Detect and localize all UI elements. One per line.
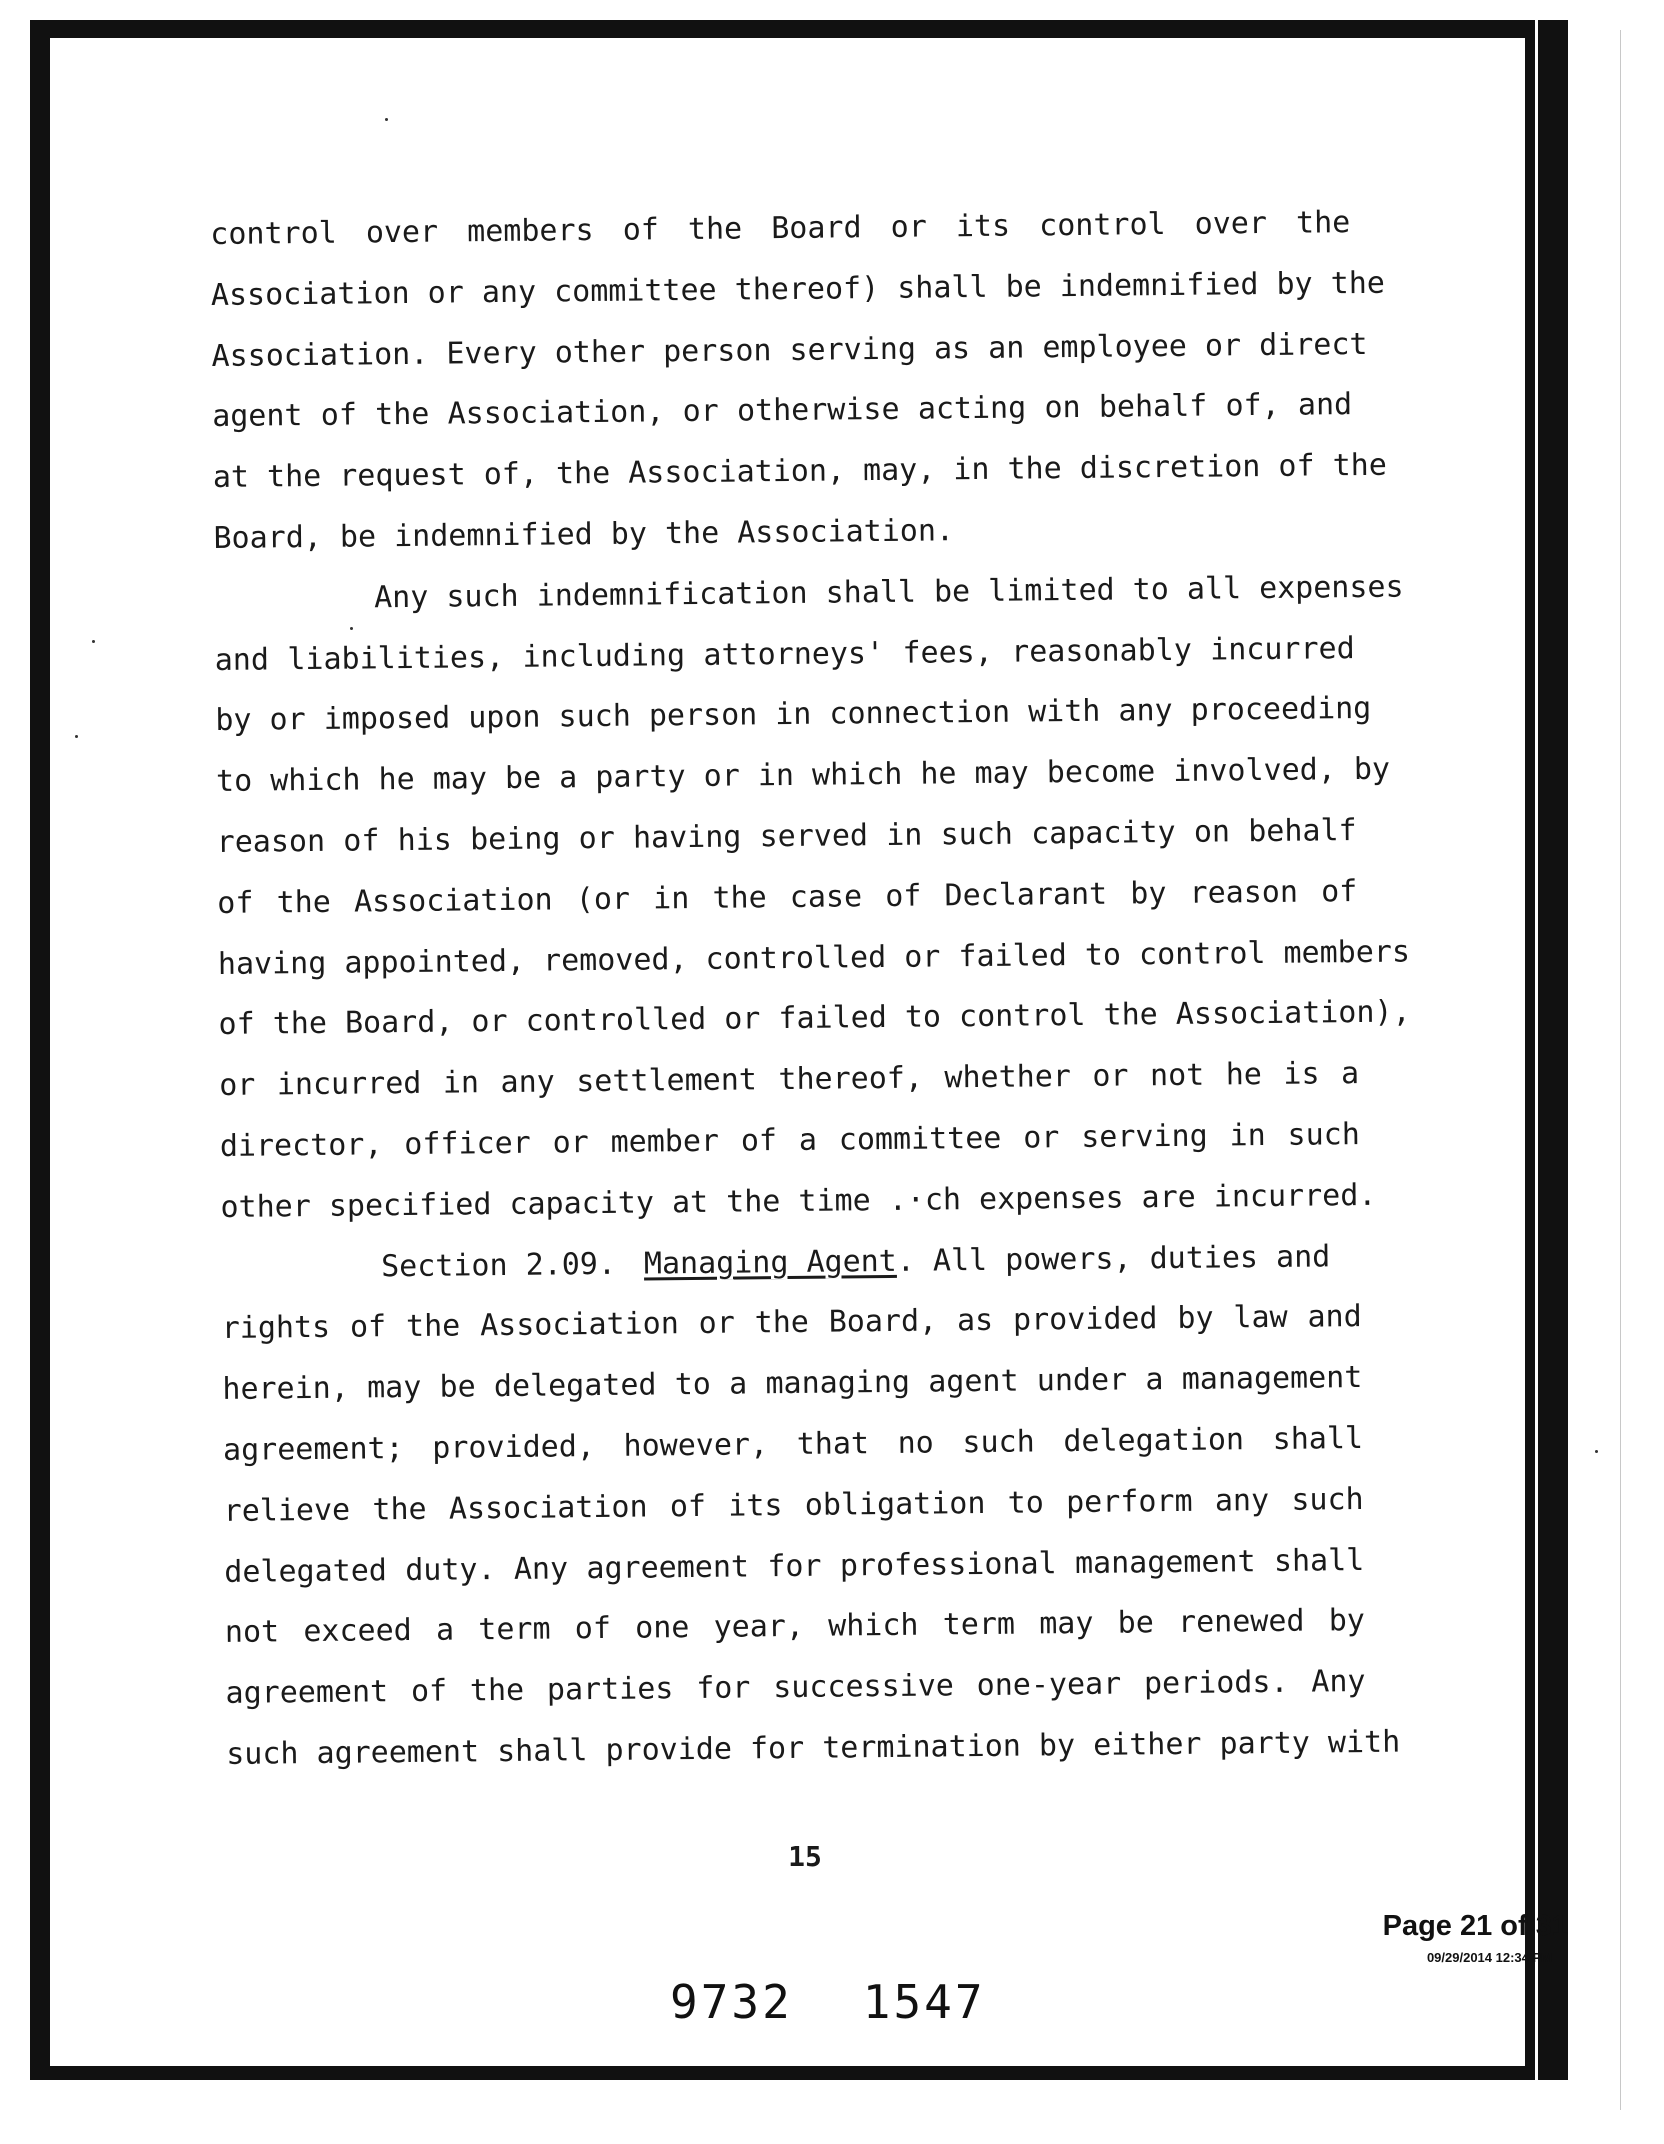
paragraph-1 [210, 193, 1387, 570]
text-line: herein, may be delegated to a managing agent under a management [222, 1360, 1363, 1408]
text-line: and liabilities, including attorneys' fees, reasonably incurred [214, 630, 1355, 678]
scan-edge-line [1620, 30, 1621, 2110]
text-line: reason of his being or having served in such capacity on behalf [216, 812, 1357, 860]
text-line: other specified capacity at the time .·ch expenses are incurred. [220, 1177, 1377, 1225]
paragraph-2 [214, 558, 1411, 1239]
scan-speck [92, 640, 95, 643]
section-first-line-text: . All powers, duties and [896, 1238, 1331, 1279]
text-line: of the Board, or controlled or failed to control the Association), [218, 994, 1411, 1043]
text-line: Association or any committee thereof) shall be indemnified by the [210, 265, 1386, 313]
text-line: control over members of the Board or its control over the [210, 205, 1351, 252]
scan-speck [385, 118, 388, 121]
text-line: Any such indemnification shall be limited to all expenses [373, 569, 1404, 616]
section-heading: Managing Agent [643, 1243, 897, 1282]
text-line: of the Association (or in the case of Declarant by reason of [217, 873, 1358, 921]
recording-number [670, 1975, 986, 2029]
text-line: by or imposed upon such person in connection with any proceeding [215, 691, 1372, 739]
text-line: such agreement shall provide for termination by either party with [226, 1724, 1401, 1772]
recording-volume: 9732 [670, 1975, 793, 2029]
scan-speck [1595, 1450, 1598, 1453]
page-count-stamp: Page 21 of 31 [1382, 1910, 1568, 1942]
scan-speck [75, 735, 78, 738]
text-line: director, officer or member of a committee or serving in such [219, 1116, 1360, 1164]
text-line: agreement of the parties for successive one-year periods. Any [225, 1664, 1366, 1712]
section-2-09 [221, 1227, 1401, 1786]
text-line: rights of the Association or the Board, as provided by law and [221, 1299, 1362, 1347]
text-line: relieve the Association of its obligation to perform any such [223, 1481, 1364, 1529]
page-number: 15 [788, 1840, 822, 1873]
text-line: not exceed a term of one year, which term may be renewed by [224, 1603, 1366, 1651]
recording-page: 1547 [862, 1975, 986, 2029]
scan-edge-strip [1538, 20, 1568, 2080]
text-line: Board, be indemnified by the Association. [213, 513, 955, 556]
section-label: Section 2.09. [380, 1246, 617, 1284]
document-body [210, 193, 1411, 1786]
text-line: delegated duty. Any agreement for professional management shall [224, 1542, 1365, 1590]
text-line: at the request of, the Association, may, in the discretion of the [212, 447, 1387, 496]
timestamp-stamp: 09/29/2014 12:34 PM [1426, 1950, 1552, 1965]
text-line: having appointed, removed, controlled or failed to control members [217, 934, 1411, 982]
text-line: to which he may be a party or in which he may become involved, by [215, 751, 1391, 800]
text-line: or incurred in any settlement thereof, whether or not he is a [219, 1056, 1360, 1104]
text-line: agent of the Association, or otherwise acting on behalf of, and [212, 387, 1353, 435]
text-line: agreement; provided, however, that no such delegation shall [222, 1420, 1364, 1468]
text-line: Association. Every other person serving as an employee or direct [211, 326, 1368, 374]
